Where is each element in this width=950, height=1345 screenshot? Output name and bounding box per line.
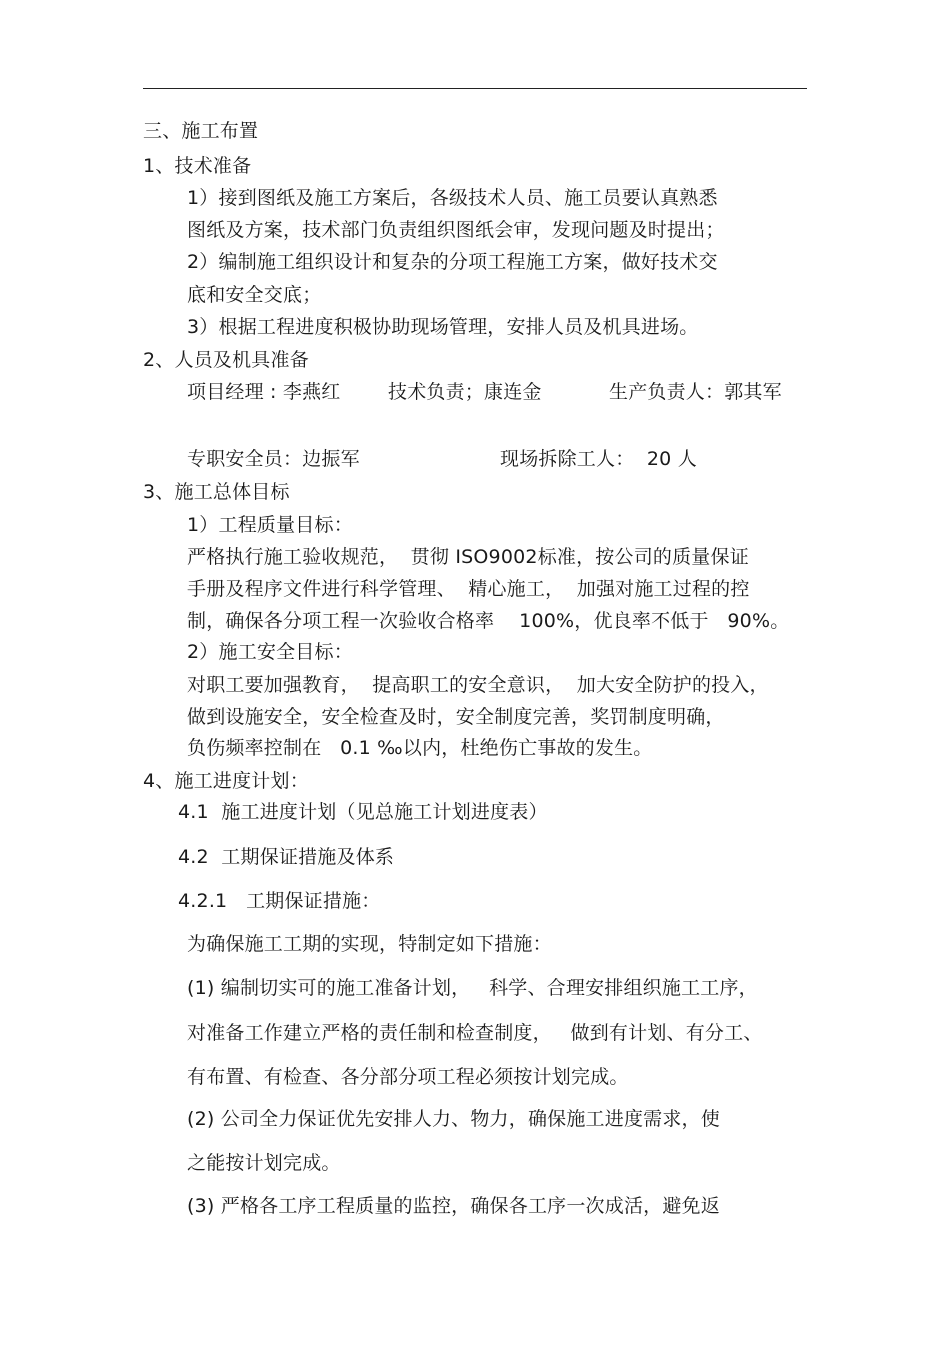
heading-tech-prep: 1、技术准备 (143, 155, 252, 177)
quality-goal-heading: 1）工程质量目标： (187, 514, 353, 536)
subheading-4-2: 4.2 工期保证措施及体系 (178, 846, 395, 868)
text-line: 对职工要加强教育， 提高职工的安全意识， 加大安全防护的投入， (187, 674, 769, 696)
text-line: 负伤频率控制在 0.1 ‰以内，杜绝伤亡事故的发生。 (187, 737, 653, 759)
text-line: 做到设施安全，安全检查及时，安全制度完善，奖罚制度明确， (187, 706, 725, 728)
text-line: 之能按计划完成。 (187, 1152, 341, 1174)
text-line: 底和安全交底； (187, 284, 322, 306)
section-title: 三、施工布置 (143, 120, 259, 142)
text-line: 2）编制施工组织设计和复杂的分项工程施工方案，做好技术交 (187, 251, 718, 273)
text-line: (3) 严格各工序工程质量的监控，确保各工序一次成活，避免返 (187, 1195, 720, 1217)
text-line: 图纸及方案，技术部门负责组织图纸会审，发现问题及时提出； (187, 219, 725, 241)
text-line: 对准备工作建立严格的责任制和检查制度， 做到有计划、有分工、 (187, 1022, 763, 1044)
demolition-workers: 现场拆除工人： 20 人 (500, 448, 697, 470)
heading-personnel: 2、人员及机具准备 (143, 349, 309, 371)
text-line: 制，确保各分项工程一次验收合格率 100%，优良率不低于 90%。 (187, 610, 790, 632)
heading-schedule: 4、施工进度计划： (143, 770, 309, 792)
production-lead: 生产负责人：郭其军 (609, 381, 782, 403)
project-manager: 项目经理 : 李燕红 (187, 381, 341, 403)
text-line: 手册及程序文件进行科学管理、 精心施工， 加强对施工过程的控 (187, 578, 750, 600)
header-rule (143, 88, 807, 89)
text-line: 为确保施工工期的实现，特制定如下措施： (187, 933, 552, 955)
text-line: 3）根据工程进度积极协助现场管理，安排人员及机具进场。 (187, 316, 699, 338)
text-line: (1) 编制切实可的施工准备计划， 科学、合理安排组织施工工序， (187, 977, 758, 999)
subheading-4-1: 4.1 施工进度计划（见总施工计划进度表） (178, 801, 548, 823)
safety-officer: 专职安全员：边振军 (187, 448, 360, 470)
technical-lead: 技术负责；康连金 (388, 381, 542, 403)
text-line: 1）接到图纸及施工方案后，各级技术人员、施工员要认真熟悉 (187, 187, 718, 209)
text-line: 有布置、有检查、各分部分项工程必须按计划完成。 (187, 1066, 629, 1088)
heading-goals: 3、施工总体目标 (143, 481, 290, 503)
text-line: (2) 公司全力保证优先安排人力、物力，确保施工进度需求，使 (187, 1108, 720, 1130)
subheading-4-2-1: 4.2.1 工期保证措施： (178, 890, 381, 912)
text-line: 严格执行施工验收规范， 贯彻 ISO9002标准，按公司的质量保证 (187, 546, 749, 568)
safety-goal-heading: 2）施工安全目标： (187, 641, 353, 663)
